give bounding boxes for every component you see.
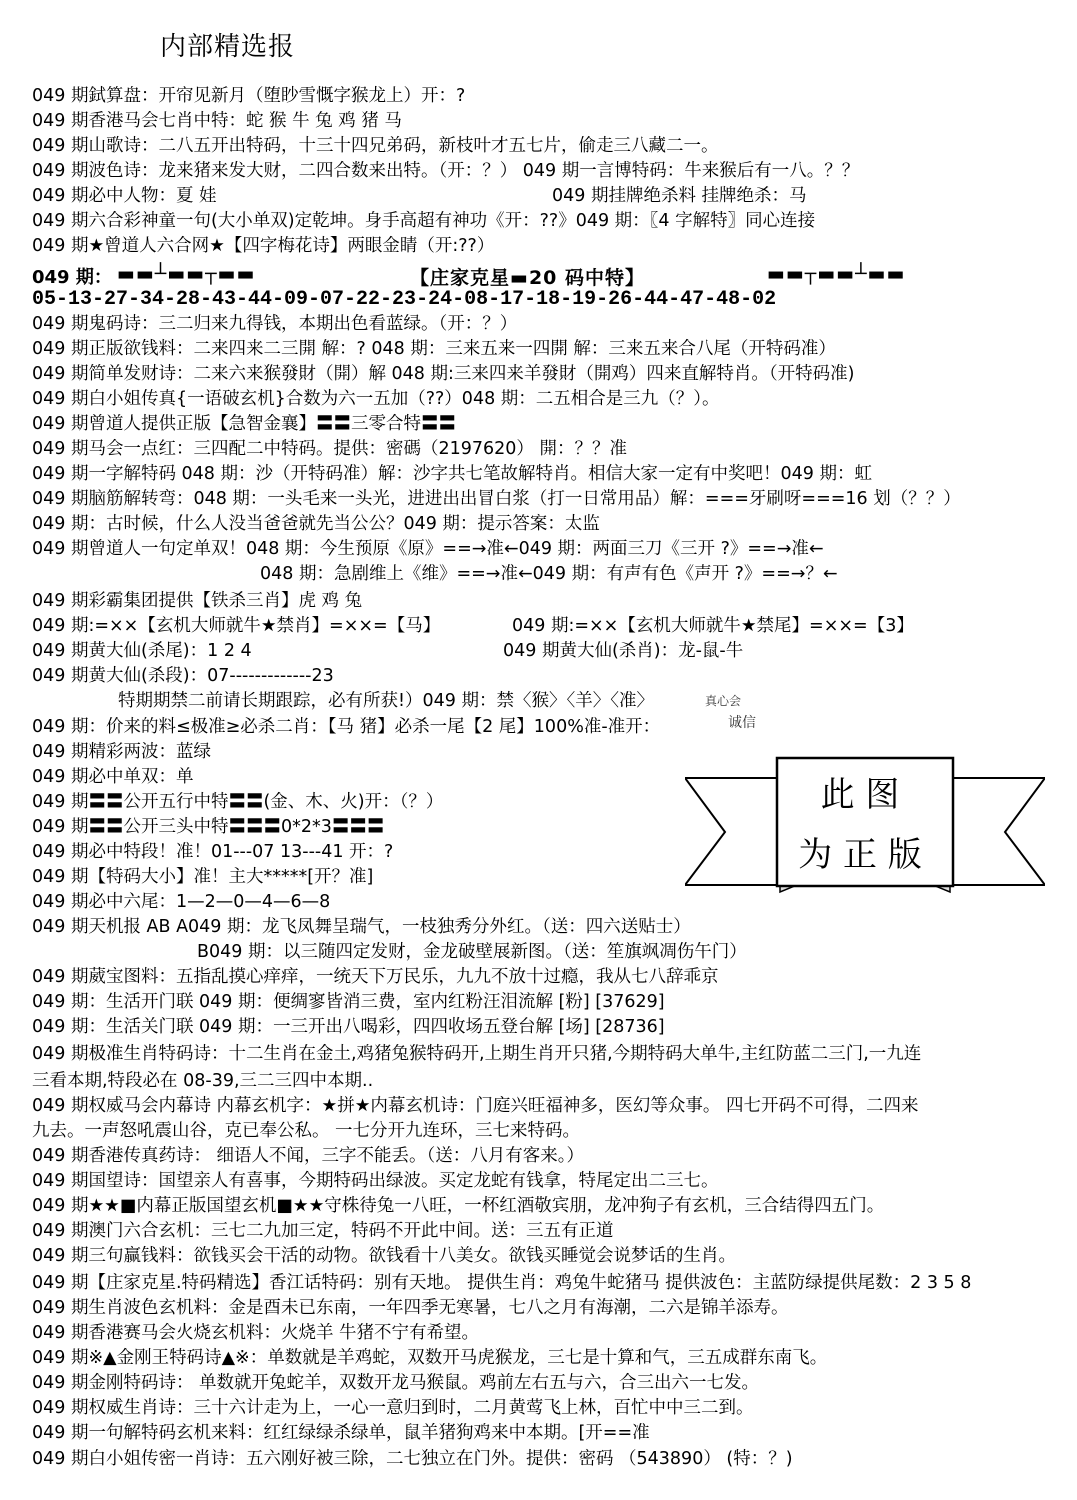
text-line: 049 期彩霸集团提供【铁杀三肖】虎 鸡 兔 <box>32 591 363 611</box>
text-line: 049 期【庄家克星.特码精选】香江话特码：别有天地。 提供生肖：鸡兔牛蛇猪马 提供波色：主蓝防绿提供尾数：2 3 5 8 <box>32 1273 972 1293</box>
highlight-bar <box>32 261 1042 287</box>
text-line: 049 期白小姐传密一肖诗：五六刚好被三除，二七独立在门外。提供：密码 （543890） (特：？) <box>32 1449 793 1469</box>
text-line: 049 期国望诗：国望亲人有喜事，今期特码出绿波。买定龙蛇有钱拿，特尾定出二三七。 <box>32 1171 719 1191</box>
bar-title: 【庄家克星▬20 码中特】 <box>410 267 646 289</box>
text-line: 049 期：古时候，什么人没当爸爸就先当公公？049 期：提示答案：太监 <box>32 514 600 534</box>
text-line: 049 期金刚特码诗： 单数就开兔蛇羊，双数开龙马猴鼠。鸡前左右五与六，合三出六一七发。 <box>32 1373 760 1393</box>
text-line-special: 特期期禁二前请长期跟踪，必有所获!）049 期：禁〈猴〉〈羊〉〈准〉 <box>118 691 654 711</box>
text-line: 049 期黄大仙(杀段)：07-------------23 <box>32 666 334 686</box>
text-line: 049 期必中人物：夏 娃 <box>32 186 217 206</box>
text-line: 049 期鬼码诗：三二归来九得钱，本期出色看蓝绿。（开：？） <box>32 314 518 334</box>
bar-label: 049 期： <box>32 267 112 288</box>
text-line: 049 期正版欲钱料：二来四来二三開 解：? 048 期：三来五来一四開 解：三来五来合八尾（开特码准） <box>32 339 836 359</box>
text-line: 049 期三句赢钱料：欲钱买会干活的动物。欲钱看十八美女。欲钱买睡觉会说梦话的生肖。 <box>32 1246 736 1266</box>
text-line: 049 期必中单双：单 <box>32 767 194 787</box>
text-line: 049 期:=××【玄机大师就牛★禁肖】=××=【马】 <box>32 616 441 636</box>
text-line: 049 期香港赛马会火烧玄机料：火烧羊 牛猪不宁有希望。 <box>32 1323 480 1343</box>
text-line: 049 期※▲金刚王特码诗▲※：单数就是羊鸡蛇，双数开马虎猴龙，三七是十算和气，三五成群东南飞。 <box>32 1348 828 1368</box>
text-line: 049 期曾道人提供正版【急智金襄】〓〓三零合特〓〓 <box>32 414 456 434</box>
text-line: 049 期天机报 AB A049 期：龙飞凤舞呈瑞气，一枝独秀分外红。（送：四六送贴士） <box>32 917 691 937</box>
text-line: 049 期黄大仙(杀尾)：1 2 4 <box>32 641 252 661</box>
text-line: 049 期精彩两波：蓝绿 <box>32 742 211 762</box>
bar-deco-right: ▬▬┬▬▬┴▬▬ <box>767 263 906 285</box>
text-line: 049 期：生活关门联 049 期：一三开出八喝彩，四四收场五登台解 [场] [28736] <box>32 1017 665 1037</box>
text-line: 049 期【特码大小】准！主大*****[开？准] <box>32 867 374 887</box>
text-line: 049 期脑筋解转弯：048 期：一头毛来一头光，进进出出冒白浆（打一日常用品）解：===牙刷呀===16 划（？？） <box>32 489 961 509</box>
cheng-xin-note: 诚信 <box>728 715 756 731</box>
text-line: 049 期〓〓公开三头中特〓〓〓0*2*3〓〓〓 <box>32 817 385 837</box>
text-line: 049 期鉽算盘：开帘见新月（堕眇雪慨字猴龙上）开：? <box>32 86 466 106</box>
text-line: 049 期生肖波色玄机料：金是酉未已东南，一年四季无寒暑，七八之月有海潮，二六是锦羊添寿。 <box>32 1298 789 1318</box>
text-line: 049 期简单发财诗：二来六来猴發財（開）解 048 期:三来四来羊發財（開鸡）四来直解特肖。（开特码准) <box>32 364 855 384</box>
text-line: 049 期：价来的料≤极准≥必杀二肖：【马 猪】必杀一尾【2 尾】100%准-准开： <box>32 717 661 737</box>
text-line: 049 期必中特段！准！01---07 13---41 开：? <box>32 842 394 862</box>
text-line: 049 期〓〓公开五行中特〓〓(金、木、火)开：（？） <box>32 792 444 812</box>
text-line: 049 期澳门六合玄机：三七二九加三定，特码不开此中间。送：三五有正道 <box>32 1221 614 1241</box>
text-line: 049 期波色诗：龙来猪来发大财，二四合数来出特。（开：？） 049 期一言博特码：牛来猴后有一八。？？ <box>32 161 860 181</box>
text-line: 049 期曾道人一句定单双！048 期：今生预原《原》==→准←049 期：两面三刀《三开 ?》==→准← <box>32 539 824 559</box>
text-line: 049 期白小姐传真{一语破玄机}合数为六一五加（??）048 期：二五相合是三九（？）。 <box>32 389 720 409</box>
text-line: 049 期香港马会七肖中特：蛇 猴 牛 兔 鸡 猪 马 <box>32 111 402 131</box>
text-line: 049 期权威马会内幕诗 内幕玄机字：★拼★内幕玄机诗：门庭兴旺福神多，医幻等众事。 四七开码不可得，二四来 <box>32 1096 919 1116</box>
text-line: 049 期★★■内幕正版国望玄机■★★守株待兔一八旺，一杯红酒敬宾朋，龙冲狗子有玄机，三合结得四五门。 <box>32 1196 885 1216</box>
text-line: 049 期山歌诗：二八五开出特码，十三十四兄弟码，新枝叶才五七片，偷走三八藏二一。 <box>32 136 719 156</box>
small-note: 真心会 <box>705 694 742 708</box>
text-line: 049 期马会一点红：三四配二中特码。提供：密碼（2197620） 開：？？准 <box>32 439 627 459</box>
text-line-right: 049 期黄大仙(杀肖)：龙-鼠-牛 <box>503 641 744 661</box>
text-line: 049 期一字解特码 048 期：沙（开特码准）解：沙字共七笔故解特肖。相信大家一定有中奖吧！049 期：虹 <box>32 464 872 484</box>
text-line: 三看本期,特段必在 08-39,三二三四中本期.. <box>32 1071 374 1091</box>
banner-line-1: 此 图 <box>820 775 900 815</box>
page-title: 内部精选报 <box>160 32 296 62</box>
text-line: 049 期★曾道人六合网★【四字梅花诗】两眼金睛（开:??） <box>32 236 495 256</box>
banner-text <box>790 765 930 885</box>
text-line: 049 期一句解特码玄机来料：红红绿绿杀绿单，鼠羊猪狗鸡来中本期。[开==准 <box>32 1423 650 1443</box>
text-line-right: 049 期:=××【玄机大师就牛★禁尾】=××=【3】 <box>512 616 914 636</box>
text-line: 049 期极准生肖特码诗：十二生肖在金土,鸡猪兔猴特码开,上期生肖开只猪,今期特码大单牛,主红防蓝二三门,一九连 <box>32 1044 922 1064</box>
bar-deco-left: ▬▬┴▬▬┬▬▬ <box>117 263 256 285</box>
text-line-indent: 048 期：急剧维上《维》==→准←049 期：有声有色《声开 ?》==→？← <box>260 564 838 584</box>
text-line: 049 期：生活开门联 049 期：便绸寥皆消三费，室内红粉汪泪流解 [粉] [37629] <box>32 992 665 1012</box>
text-line: 049 期葳宝图料：五指乱摸心痒痒，一统天下万民乐，九九不放十过瘾，我从七八辞乖京 <box>32 967 719 987</box>
text-line: 049 期权威生肖诗：三十六计走为上，一心一意归到时，二月黄莺飞上林，百忙中中三二到。 <box>32 1398 754 1418</box>
text-line: 049 期香港传真药诗： 细语人不闻，三字不能丢。（送：八月有客来。） <box>32 1146 585 1166</box>
text-line: 049 期六合彩神童一句(大小单双)定乾坤。身手高超有神功《开：??》049 期：〖4 字解特〗同心连接 <box>32 211 816 231</box>
text-line-right: 049 期挂牌绝杀料 挂牌绝杀：马 <box>552 186 807 206</box>
text-line-indent: B049 期：以三随四定发财，金龙破壁展新图。（送：笙旗飒凋伤午门） <box>197 942 747 962</box>
text-line: 049 期必中六尾：1—2—0—4—6—8 <box>32 892 331 912</box>
banner-line-2: 为 正 版 <box>798 835 922 875</box>
text-line: 九去。一声怒吼震山谷，克已奉公私。 一七分开九连环，三七来特码。 <box>32 1121 581 1141</box>
number-sequence: 05-13-27-34-28-43-44-09-07-22-23-24-08-17-18-19-26-44-47-48-02 <box>32 288 777 311</box>
